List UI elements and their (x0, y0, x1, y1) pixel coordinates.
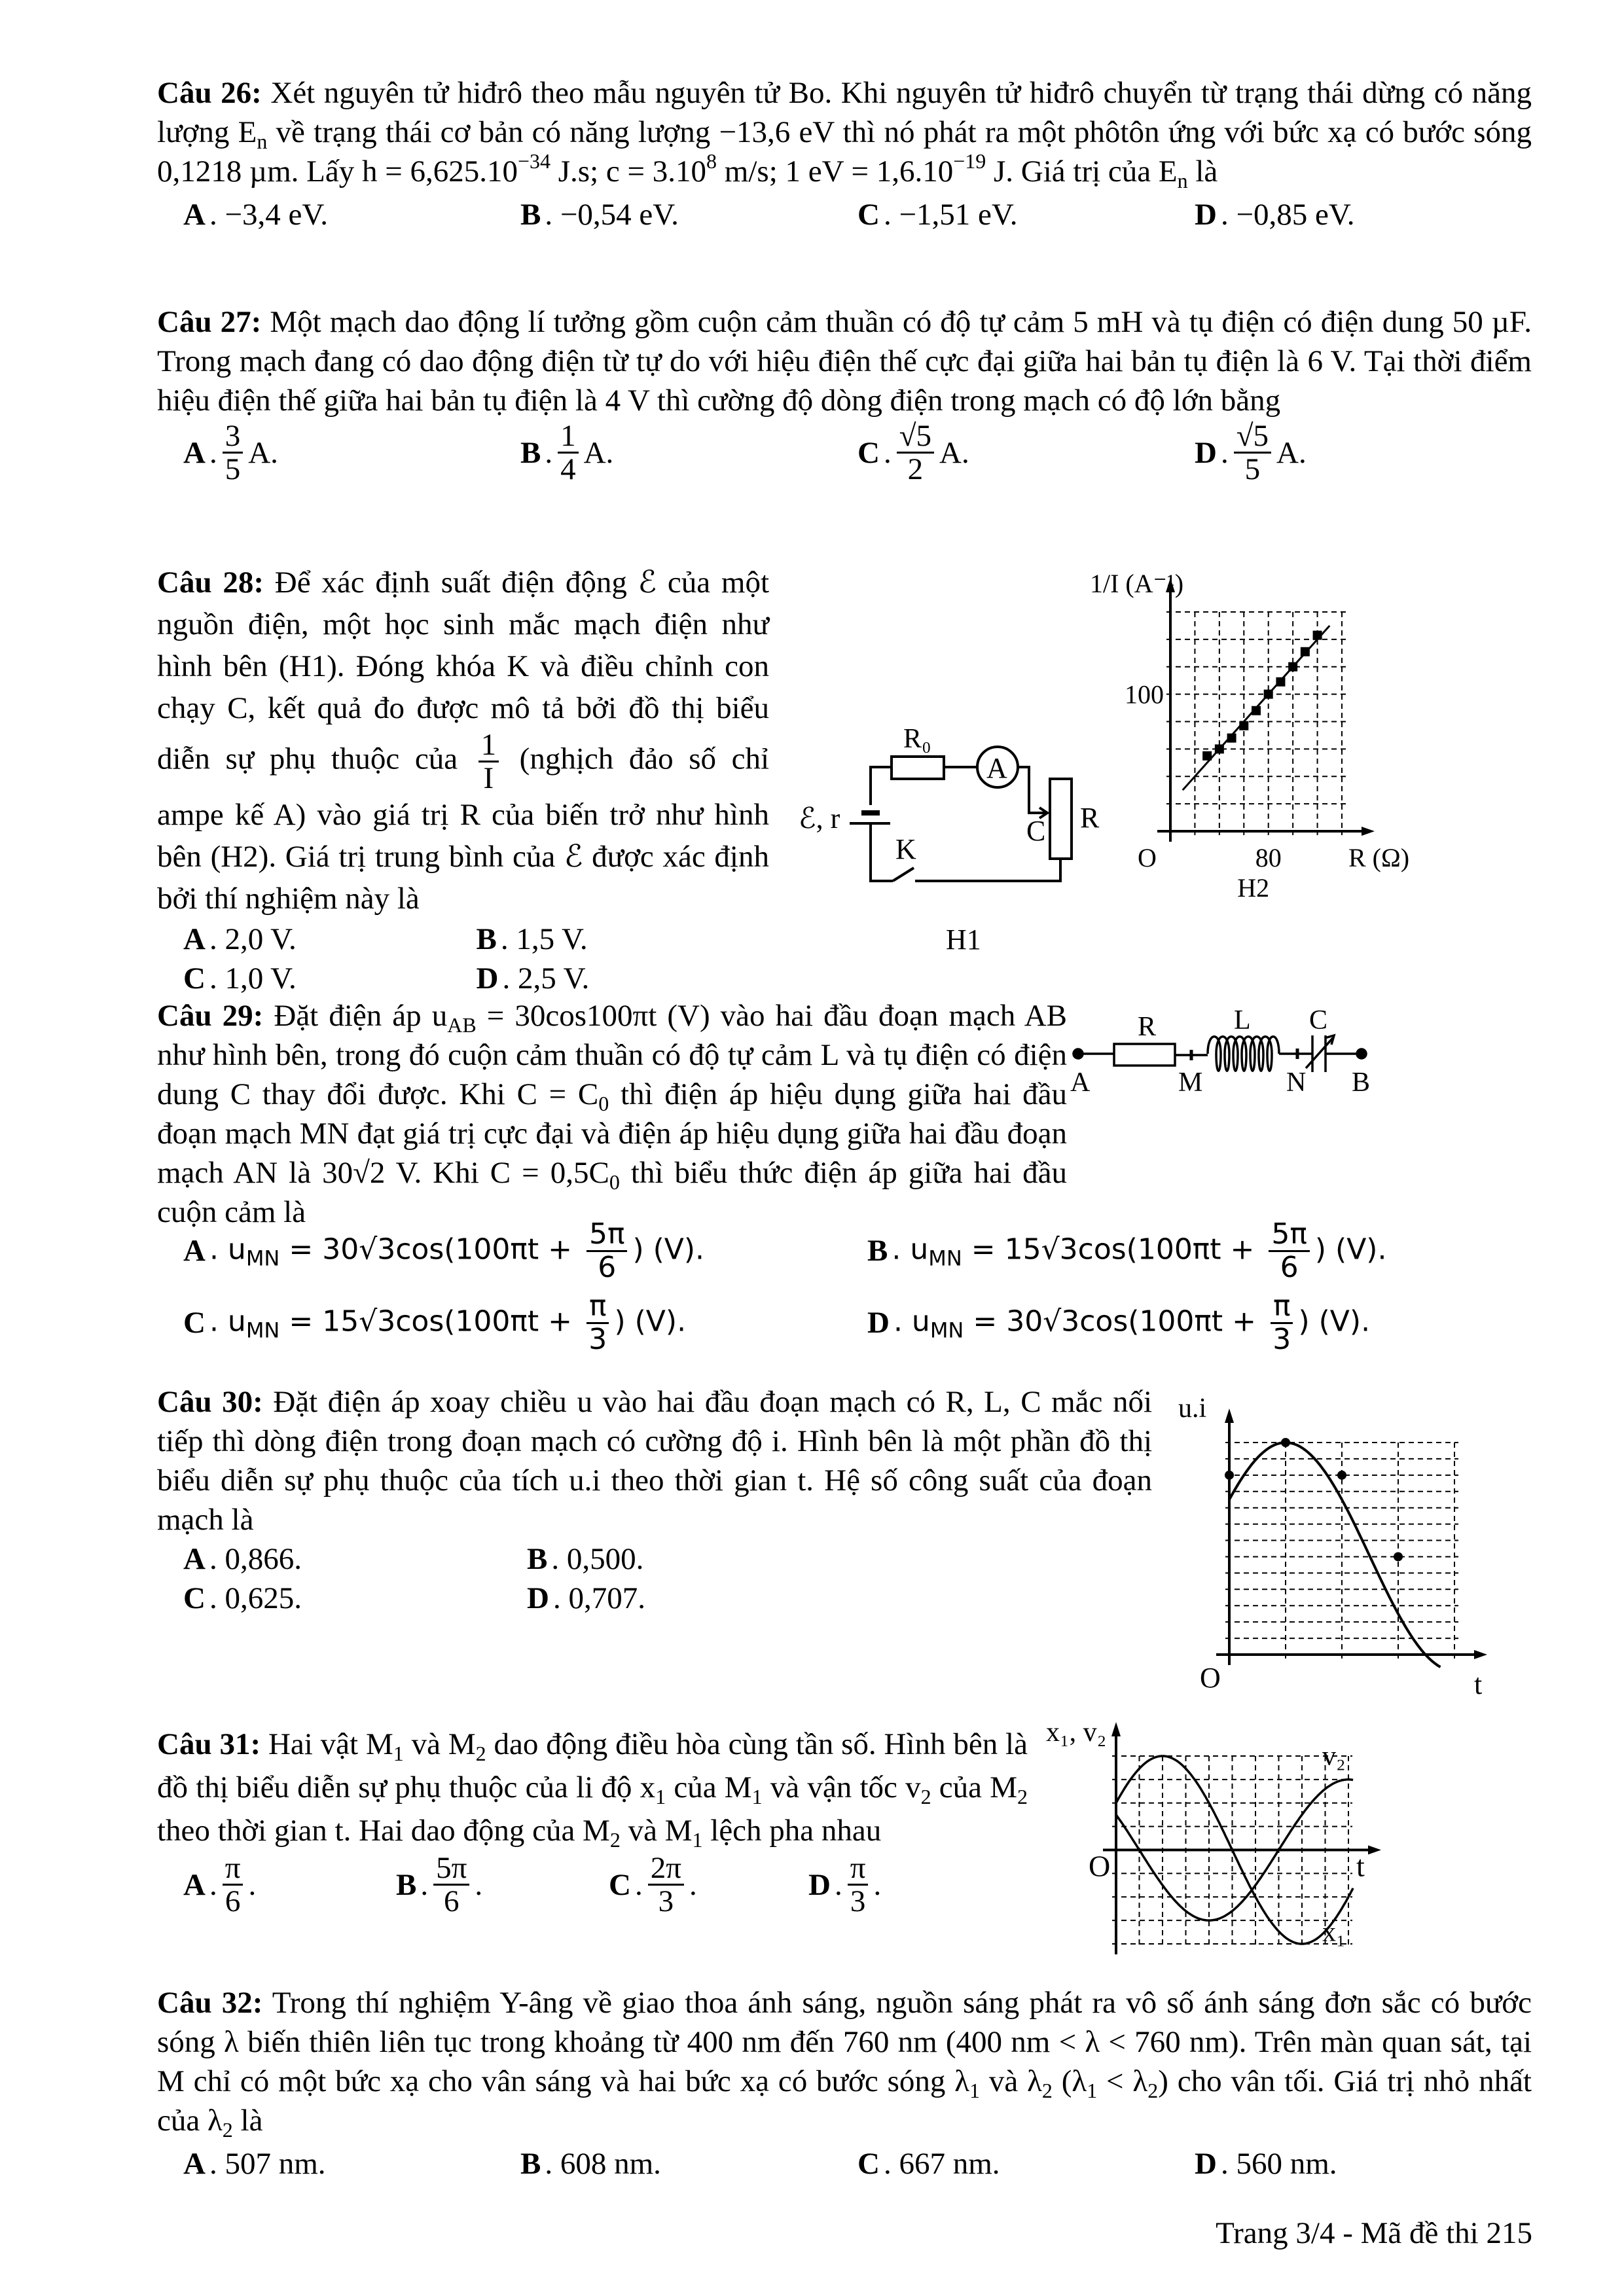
question-label: Câu 31: (157, 1727, 261, 1761)
data-point (1264, 690, 1273, 699)
x-axis-label: t (1356, 1849, 1365, 1883)
data-point (1202, 751, 1212, 761)
origin-label: O (1200, 1662, 1221, 1694)
x-tick-label: 80 (1255, 843, 1282, 872)
option-d[interactable]: D . −0,85 eV. (1195, 198, 1355, 232)
y-axis-label: x₁, v₂ (1046, 1717, 1107, 1748)
circuit-diagram-rlc (1060, 995, 1532, 1113)
wire (1019, 767, 1046, 813)
wire (871, 823, 893, 881)
question-label: Câu 27: (157, 305, 262, 339)
origin-label: O (1138, 843, 1157, 872)
option-c[interactable]: C . 0,625. (183, 1581, 302, 1615)
question-26 (157, 73, 1532, 234)
answer-options-row-2 (157, 1287, 1532, 1359)
rheostat-r (1050, 779, 1072, 859)
series-label-x1: x₁ (1322, 1917, 1346, 1948)
y-axis-arrow-icon (1111, 1722, 1121, 1736)
fraction: $\frac{√5}{5}$ (1234, 420, 1271, 485)
answer-options (157, 1852, 1028, 1917)
fraction: $\frac{3}{5}$ (223, 420, 244, 485)
chart-caption: H2 (1237, 873, 1270, 903)
wire (915, 859, 1060, 881)
y-tick-label: 100 (1125, 679, 1164, 709)
label-n: N (1286, 1067, 1307, 1098)
option-a[interactable]: A . 2,0 V. (183, 922, 297, 956)
marked-point (1337, 1471, 1346, 1480)
question-26-stem: Câu 26: Xét nguyên tử hiđrô theo mẫu nguyên tử Bo. Khi nguyên tử hiđrô chuyển từ trạng thái dừng có năng lượng $E_n$ về trạng thái cơ bản có năng lượng −13,6 eV thì nó phát ra một phôtôn ứng với bức xạ có bước sóng 0,1218 µm. Lấy $h = 6,625.10^{-34}$ J.s; $c = 3.10^8$ m/s; 1 eV = $1,6.10^{-19}$ J. Giá trị của $E_n$ là (157, 76, 1532, 192)
ui-curve (1229, 1443, 1441, 1667)
data-point (1227, 734, 1236, 743)
x-axis-label: t (1474, 1668, 1483, 1700)
label-m: M (1178, 1067, 1203, 1098)
data-point (1301, 647, 1310, 656)
origin-label: O (1089, 1849, 1111, 1883)
question-label: Câu 29: (157, 999, 264, 1033)
label-l: L (1234, 1005, 1251, 1035)
option-b[interactable]: B . −0,54 eV. (520, 198, 679, 232)
data-point (1288, 662, 1297, 672)
data-point (1276, 677, 1285, 687)
wire (871, 767, 892, 805)
label-source: ℰ, r (799, 802, 840, 834)
option-b[interactable]: B . $\frac{5\pi}{6}$ . (396, 1851, 483, 1918)
option-c[interactable]: C . $\frac{√5}{2}$ A. (857, 419, 969, 486)
marked-point (1225, 1471, 1234, 1480)
label-switch: K (895, 833, 916, 865)
answer-options (157, 195, 1532, 234)
resistor-r (1114, 1044, 1175, 1066)
data-point (1313, 631, 1322, 640)
label-r: R (1138, 1012, 1157, 1042)
question-label: Câu 30: (157, 1385, 263, 1419)
option-d[interactable]: D . 2,5 V. (476, 961, 590, 996)
option-c[interactable]: C . −1,51 eV. (857, 198, 1018, 232)
question-29-options (157, 1215, 1532, 1359)
question-30 (157, 1382, 1152, 1618)
answer-options (157, 420, 1532, 485)
answer-options-row-2 (157, 1579, 1152, 1618)
option-a[interactable]: A . 507 nm. (183, 2147, 326, 2181)
answer-options-row-1 (157, 920, 769, 959)
label-ammeter: A (986, 752, 1007, 784)
option-a[interactable]: A . $\frac{3}{5}$ A. (183, 419, 278, 486)
option-a[interactable]: A . 0,866. (183, 1542, 302, 1576)
chart-ui-vs-t (1165, 1381, 1532, 1721)
question-28 (157, 562, 769, 998)
option-c[interactable]: C . $u_{MN} = 15√3\cos(100\pi t$ + $\frac{\pi}{3}$ ) (V). (183, 1289, 687, 1356)
question-29-stem: Câu 29: Đặt điện áp $u_{AB} = 30\cos 100\pi t$ (V) vào hai đầu đoạn mạch AB như hình bên, trong đó cuộn cảm thuần có độ tự cảm L và tụ điện có điện dung C thay đổi được. Khi $C = C_0$ thì điện áp hiệu dụng giữa hai đầu đoạn mạch MN đạt giá trị cực đại và điện áp hiệu dụng giữa hai đầu đoạn mạch AN là 30√2 V. Khi $C = 0,5C_0$ thì biểu thức điện áp giữa hai đầu cuộn cảm là (157, 999, 1068, 1229)
marked-point (1394, 1552, 1403, 1561)
y-axis-arrow-icon (1225, 1408, 1234, 1423)
fraction: $\frac{1}{I}$ (478, 729, 499, 794)
fraction: $\frac{1}{4}$ (558, 420, 579, 485)
question-label: Câu 32: (157, 1986, 263, 2020)
x-axis-arrow-icon (1368, 1846, 1381, 1855)
marked-point (1281, 1438, 1290, 1447)
question-32-stem: Câu 32: Trong thí nghiệm Y-âng về giao thoa ánh sáng, nguồn sáng phát ra vô số ánh sáng đơn sắc có bước sóng λ biến thiên liên tục trong khoảng từ 400 nm đến 760 nm (400 nm < λ < 760 nm). Trên màn quan sát, tại M chỉ có một bức xạ cho vân sáng và hai bức xạ có bước sóng $\lambda_1$ và $\lambda_2$ $(\lambda_1 < \lambda_2)$ cho vân tối. Giá trị nhỏ nhất của $\lambda_2$ là (157, 1986, 1532, 2142)
label-c: C (1309, 1005, 1328, 1035)
question-31-stem: Câu 31: Hai vật $M_1$ và $M_2$ dao động điều hòa cùng tần số. Hình bên là đồ thị biểu diễn sự phụ thuộc của li độ $x_1$ của $M_1$ và vận tốc $v_2$ của $M_2$ theo thời gian t. Hai dao động của $M_2$ và $M_1$ lệch pha nhau (157, 1727, 1028, 1852)
question-27 (157, 302, 1532, 485)
option-d[interactable]: D . 0,707. (527, 1581, 645, 1615)
x-axis-label: R (Ω) (1348, 843, 1410, 872)
chart-x1-v2-vs-t (1041, 1715, 1512, 1977)
option-b[interactable]: B . 0,500. (527, 1542, 644, 1576)
option-d[interactable]: D . $\frac{√5}{5}$ A. (1195, 419, 1307, 486)
option-d[interactable]: D . 560 nm. (1195, 2147, 1337, 2181)
option-c[interactable]: C . 667 nm. (857, 2147, 1000, 2181)
answer-options-row-2 (157, 959, 769, 998)
question-label: Câu 26: (157, 76, 262, 110)
option-c[interactable]: C . 1,0 V. (183, 961, 297, 996)
series-label-v2: v₂ (1322, 1741, 1346, 1772)
label-a: A (1070, 1067, 1091, 1098)
option-a[interactable]: A . −3,4 eV. (183, 198, 328, 232)
resistor-r0 (892, 757, 944, 779)
option-d[interactable]: D . $u_{MN} = 30√3\cos(100\pi t$ + $\frac{\pi}{3}$ ) (V). (867, 1289, 1371, 1356)
fraction: $\frac{√5}{2}$ (897, 420, 934, 485)
label-slider: C (1026, 815, 1046, 847)
option-b[interactable]: B . $\frac{1}{4}$ A. (520, 419, 614, 486)
option-d[interactable]: D . $\frac{\pi}{3}$ . (808, 1851, 882, 1918)
data-point (1215, 744, 1224, 753)
y-axis-label: 1/I (A⁻¹) (1090, 569, 1184, 598)
option-a[interactable]: A . $u_{MN} = 30√3\cos(100\pi t$ + $\frac{5\pi}{6}$ ) (V). (183, 1217, 705, 1284)
question-30-stem: Câu 30: Đặt điện áp xoay chiều u vào hai đầu đoạn mạch có R, L, C mắc nối tiếp thì dòng điện trong đoạn mạch có cường độ i. Hình bên là một phần đồ thị biểu diễn sự phụ thuộc của tích u.i theo thời gian t. Hệ số công suất của đoạn mạch là (157, 1385, 1152, 1537)
answer-options-row-1 (157, 1215, 1532, 1287)
question-31 (157, 1723, 1028, 1917)
x-axis-arrow-icon (1362, 827, 1375, 836)
question-27-stem: Câu 27: Một mạch dao động lí tưởng gồm cuộn cảm thuần có độ tự cảm 5 mH và tụ điện có điện dung 50 µF. Trong mạch đang có dao động điện từ tự do với hiệu điện thế cực đại giữa hai bản tụ điện là 6 V. Tại thời điểm hiệu điện thế giữa hai bản tụ điện là 4 V thì cường độ dòng điện trong mạch có độ lớn bằng (157, 305, 1532, 418)
figure-caption-h1: H1 (946, 924, 981, 956)
x-axis-arrow-icon (1474, 1650, 1487, 1659)
y-axis-label: u.i (1178, 1393, 1207, 1424)
option-b[interactable]: B . $u_{MN} = 15√3\cos(100\pi t$ + $\frac{5\pi}{6}$ ) (V). (867, 1217, 1387, 1284)
inductor-l (1208, 1037, 1279, 1071)
answer-options (157, 2144, 1532, 2183)
option-b[interactable]: B . 608 nm. (520, 2147, 661, 2181)
label-rheostat: R (1080, 802, 1100, 834)
label-b: B (1352, 1067, 1371, 1098)
answer-options-row-1 (157, 1539, 1152, 1579)
question-32 (157, 1983, 1532, 2183)
terminal-b (1357, 1049, 1366, 1058)
page-footer: Trang 3/4 - Mã đề thi 215 (1216, 2216, 1532, 2250)
switch-k (893, 868, 914, 881)
option-c[interactable]: C . $\frac{2\pi}{3}$ . (609, 1851, 697, 1918)
label-r0: R₀ (903, 724, 931, 754)
chart-h2 (1074, 563, 1532, 969)
question-label: Câu 28: (157, 565, 264, 600)
data-point (1239, 721, 1248, 730)
question-28-stem: Câu 28: Để xác định suất điện động ℰ của một nguồn điện, một học sinh mắc mạch điện như hình bên (H1). Đóng khóa K và điều chỉnh con chạy C, kết quả đo được mô tả bởi đồ thị biểu diễn sự phụ thuộc của $\frac{1}{I}$ (nghịch đảo số chỉ ampe kế A) vào giá trị R của biến trở như hình bên (H2). Giá trị trung bình của ℰ được xác định bởi thí nghiệm này là (157, 565, 770, 916)
option-b[interactable]: B . 1,5 V. (476, 922, 588, 956)
option-a[interactable]: A . $\frac{\pi}{6}$ . (183, 1851, 257, 1918)
data-point (1252, 706, 1261, 715)
